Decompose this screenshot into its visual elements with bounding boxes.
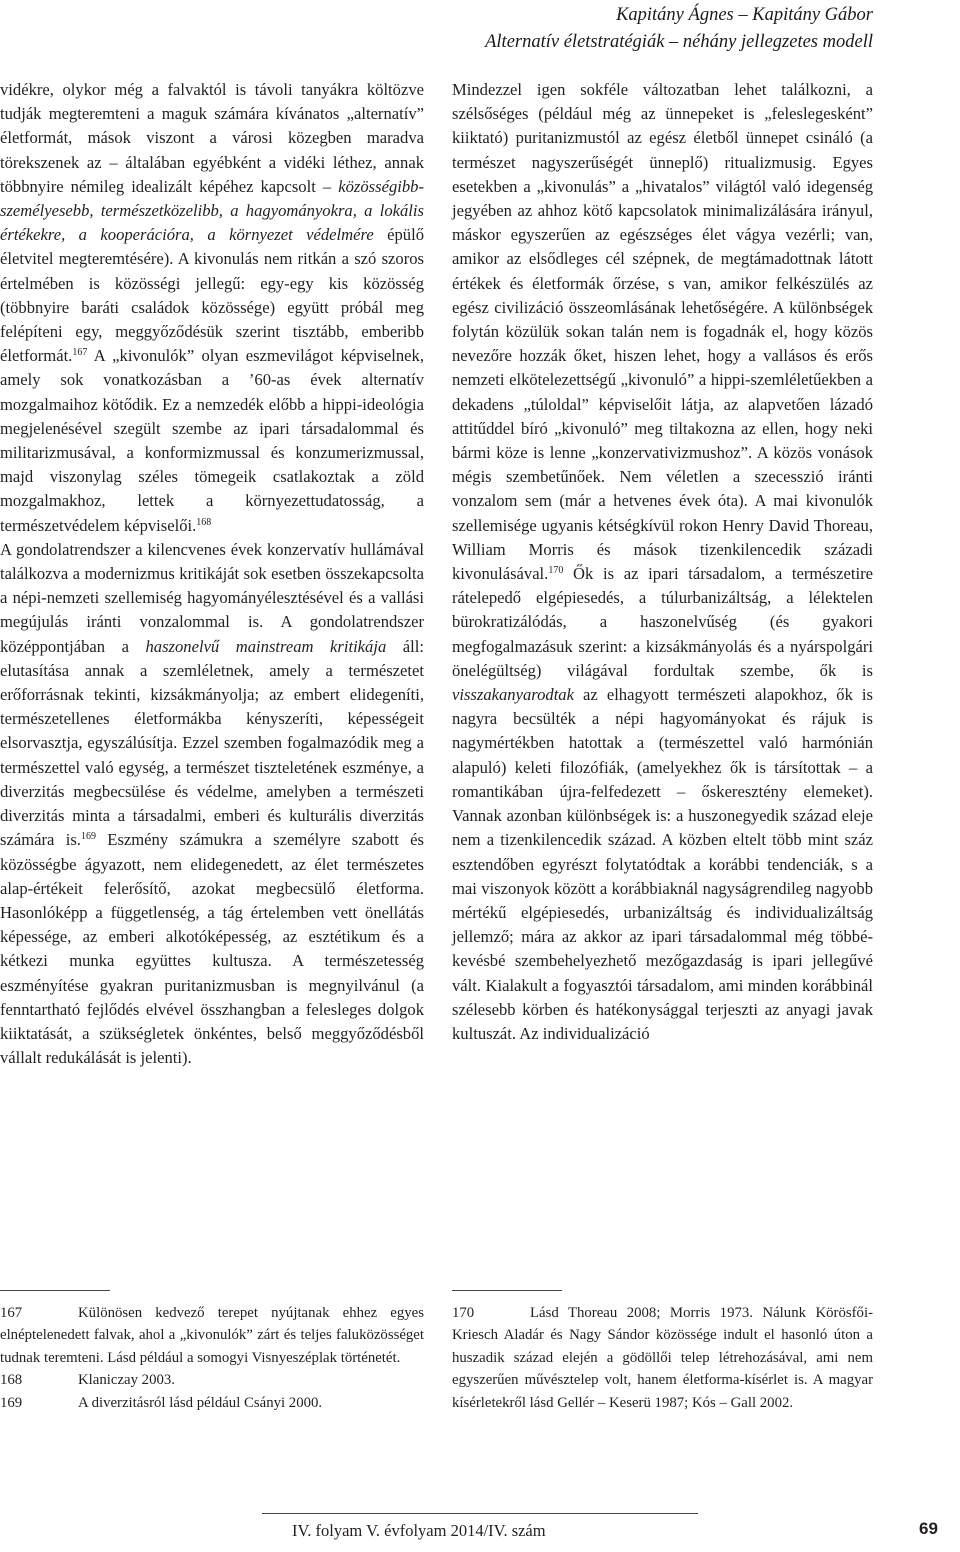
italic-run: haszonelvű mainstream kritikája [145, 636, 387, 656]
journal-issue: IV. folyam V. évfolyam 2014/IV. szám [292, 1521, 546, 1540]
footnote-170 [452, 1302, 873, 1414]
footnote-text: Különösen kedvező terepet nyújtanak ehhez egyes elnéptelenedett falvak, ahol a „kivonulók” zárt és teljes faluközösséget tudnak teremteni. Lásd például a somogyi Visnyeszéplak történetét. [0, 1305, 424, 1366]
italic-run: visszakanyarodtak [452, 685, 574, 705]
footnotes-right [452, 1302, 873, 1414]
footnote-number: 170 [452, 1305, 475, 1321]
footnote-text: Lásd Thoreau 2008; Morris 1973. Nálunk Körösfői-Kriesch Aladár és Nagy Sándor közössége indult el hasonló úton a huszadik század elején a gödöllői telep létrehozásával, ami nem egyszerűen művésztelep volt, hanem életforma-kísérlet is. A magyar kísérletekről lásd Gellér – Keserü 1987; Kós – Gall 2002. [452, 1305, 873, 1411]
footer-divider [262, 1513, 698, 1514]
text-run: Ők is az ipari társadalom, a természetire rátelepedő elgépiesedés, a túlurbanizáltság, a lélektelen bürokratizálódás, a haszonelvűség (és gyakori megfogalmazásuk szerint: a kizsákmányolás és a nyárspolgári önelégültség) világával fordultak szembe, ők is [452, 564, 873, 680]
footnote-divider-left [0, 1290, 110, 1291]
footnote-number: 167 [0, 1305, 23, 1321]
text-run: vidékre, olykor még a falvaktól is távoli tanyákra költözve tudják megteremteni a maguk számára kívánatos „alternatív” életformát, mások viszont a városi közegben maradva törekszenek az – általában egyébként a vidéki léthez, annak többnyire némileg idealizált képéhez kapcsolt – [0, 80, 424, 196]
footnote-169 [0, 1392, 424, 1414]
footnote-number: 168 [0, 1372, 23, 1389]
header-title: Alternatív életstratégiák – néhány jellegzetes modell [485, 32, 873, 52]
footnote-text: A diverzitásról lásd például Csányi 2000. [78, 1394, 323, 1411]
left-column [0, 78, 424, 1070]
header-authors: Kapitány Ágnes – Kapitány Gábor [616, 5, 873, 25]
text-run: Eszmény számukra a személyre szabott és közösségbe ágyazott, nem elidegenedett, az élet természetes alap-értékeit felerősítő, azokat megbecsülő életforma. Hasonlóképp a függetlenség, a tág értelemben vett önellátás képessége, az emberi alkotóképesség, az esztétikum és a kétkezi munka együttes kultusza. A természetesség eszményítése gyakran puritanizmusban is megnyilvánul (a fenntartható fejlődés elvével összhangban a felesleges dolgok kiiktatását, a szükségletek önkéntes, belső meggyőződésből vállalt redukálását is jelenti). [0, 830, 424, 1068]
text-run: A gondolatrendszer a kilencvenes évek konzervatív hullámával találkozva a modernizmus kritikáját sok esetben összekapcsolta a népi-nemzeti szellemiség hagyományélesztésével és a vallási megújulás iránti vonzalommal is. A gondolatrendszer középpontjában a [0, 539, 424, 656]
text-run: A „kivonulók” olyan eszmevilágot képviselnek, amely sok vonatkozásban a ’60-as évek alternatív mozgalmaihoz kötődik. Ez a nemzedék előbb a hippi-ideológia megjelenésével szegült szembe az ipari társadalommal és militarizmusával, a konformizmussal és konzumerizmussal, majd viszonylag széles tömegeik csatlakoztak a zöld mozgalmakhoz, lettek a környezettudatosság, a természetvédelem képviselői. [0, 346, 424, 535]
italic-run: közösségibb-személyesebb, természetközelibb, a hagyományokra, a lokális értékekre, a kooperációra, a környezet védelmére [0, 176, 424, 245]
text-run: A kivonulás nem ritkán a szó szoros értelmében is közösségi jellegű: egy-egy kis közösség (többnyire baráti családok közössége) együtt próbál meg felépíteni egy, meggyőződésük szerint tisztább, emberibb életformát. [0, 249, 424, 366]
footnotes-left [0, 1302, 424, 1414]
left-paragraph-1 [0, 78, 424, 538]
footnote-167 [0, 1302, 424, 1369]
footnote-168 [0, 1369, 424, 1391]
footnote-divider-right [452, 1290, 562, 1291]
text-run: Mindezzel igen sokféle változatban lehet találkozni, a szélsőséges (például még az ünnepeket is „feleslegesként” kiiktató) puritanizmustól az egész életből ünnepet csináló (a természet nagyszerűségét ünneplő) ritualizmusig. Egyes esetekben a „kivonulás” a „hivatalos” világtól való idegenség jegyében az ahhoz kötő kapcsolatok minimalizálására irányul, máskor egyszerűen az egészséges élet vágya vezérli; van, amikor az elsődleges cél szépnek, de megtámadottnak látott értékek és életformák őrzése, s van, amikor felkészülés az egész civilizáció összeomlásának lehetőségére. A különbségek folytán közülük sokan talán nem is fogadnák el, hogy közös nevezőre hozzák őket, hiszen lehet, hogy a vallásos és erős nemzeti elkötelezettségű „kivonuló” a hippi-szemléletűekben a dekadens „túloldal” képviselőit látja, az alapvetően lázadó attitűddel bíró „kivonuló” meg tiltakozna az ellen, hogy neki bármi köze is lenne „konzervativizmushoz”. A közös vonások mégis szembetűnőek. Nem véletlen a szecesszió iránti vonzalom sem (már a hetvenes évek óta). A mai kivonulók szellemisége ugyanis kétségkívül rokon Henry David Thoreau, William Morris és mások tizenkilencedik századi kivonulásával. [452, 80, 873, 584]
footnote-text: Klaniczay 2003. [78, 1372, 175, 1389]
left-paragraph-2 [0, 538, 424, 1070]
footnote-number: 169 [0, 1394, 23, 1411]
footnote-ref-170[interactable]: 170 [548, 565, 564, 577]
running-header [485, 2, 873, 56]
right-column [452, 78, 873, 1046]
footnote-ref-167[interactable]: 167 [72, 347, 88, 359]
text-run: áll: elutasítása annak a szemléletnek, amely a természetet erőforrásnak tekinti, kizsákmányolja; az embert elidegeníti, természetellenes életformákba kényszeríti, képességeit elsorvasztja, egyszálúsítja. Ezzel szemben fogalmazódik meg a természettel való egység, a természet tiszteletének eszménye, a diverzitás megbecsülése és védelme, amelyben a természeti diverzitás minta a társadalmi, emberi és kulturális diverzitás számára is. [0, 636, 424, 850]
text-run: az elhagyott természeti alapokhoz, ők is nagyra becsülték a népi hagyományokat és rájuk is nagymértékben hatottak a (természettel való harmónián alapuló) keleti filozófiák, (amelyekhez ők is társítottak – a romantikában újra-felfedezett – őskeresztény elemeket). Vannak azonban különbségek is: a huszonegyedik század eleje nem a tizenkilencedik század. A közben eltelt több mint száz esztendőben egyrészt folytatódtak a korábbi tendenciák, s a mai viszonyok között a korábbiaknál nagyságrendileg nagyobb mértékű elgépiesedés, urbanizáltság és individualizáltság jellemző; mára az akkor az ipari társadalommal még többé-kevésbé szembehelyezhető mezőgazdaság is ipari jellegűvé vált. Kialakult a fogyasztói társadalom, ami minden korábbinál szélesebb körben és hatékonysággal terjeszti az anyagi javak kultuszát. Az individualizáció [452, 685, 873, 1043]
right-paragraph-1 [452, 78, 873, 1046]
page-number: 69 [919, 1519, 938, 1538]
text-run: épülő életvitel megteremtésére). [0, 225, 425, 269]
footnote-ref-169[interactable]: 169 [80, 831, 96, 843]
footnote-ref-168[interactable]: 168 [196, 516, 212, 528]
